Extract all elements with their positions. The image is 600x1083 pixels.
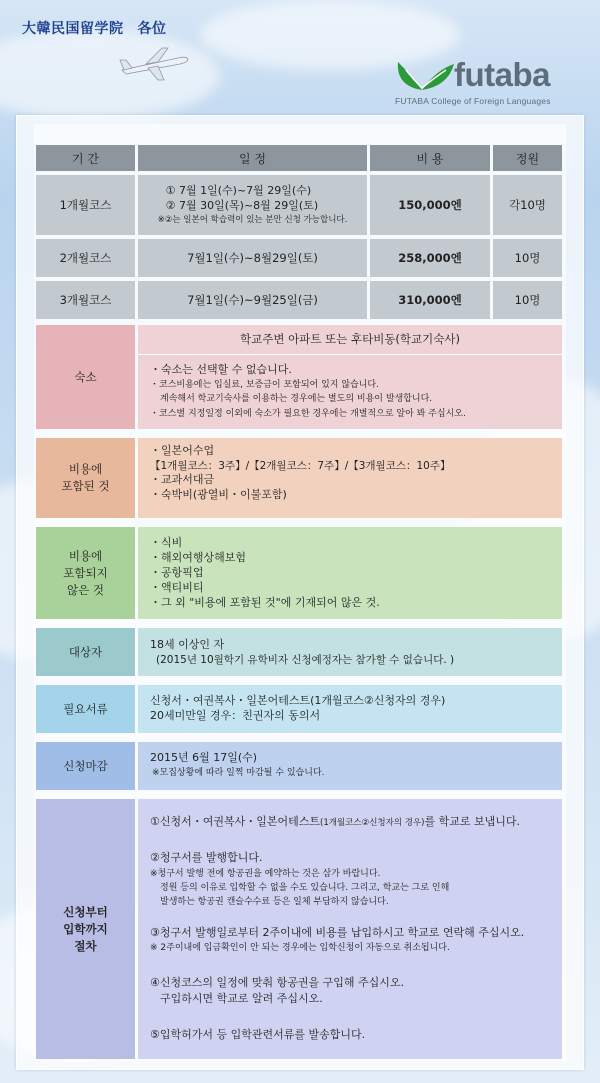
capacity-cell: 각10명 [493,175,562,235]
excluded-line: ・액티비티 [150,581,204,594]
excluded-content [138,527,562,619]
table-row [36,281,562,319]
header-period: 기 간 [36,145,135,171]
price-cell: 310,000엔 [370,281,490,319]
excluded-line: ・공항픽업 [150,566,204,579]
date-line: ① 7월 1일(수)~7월 29일(수) [165,183,312,197]
deadline-section [36,742,562,790]
dorm-section [36,325,562,429]
price-cell: 150,000엔 [370,175,490,235]
process-step: ③청구서 발행일로부터 2주이내에 비용를 납입하시고 학교로 연락해 주십시오. [150,926,525,939]
included-line: ・교과서대금 [150,473,215,486]
label-line: 비용에 [68,548,103,563]
leaf-logo-icon [392,56,462,96]
schedule-table [36,145,562,323]
header-dates: 일 정 [138,145,367,171]
included-line: ・일본어수업 [150,444,215,457]
title-text: 大韓民国留学院 [22,21,124,37]
documents-label: 필요서류 [36,685,135,733]
label-line: 포함된 것 [61,479,110,493]
documents-line: 20세미만일 경우：친권자의 동의서 [150,708,321,722]
label-line: 않은 것 [67,582,104,597]
airplane-icon [118,46,190,82]
target-line: (2015년 10월학기 유학비자 신청예정자는 참가할 수 없습니다. ) [156,653,455,666]
process-step [150,815,550,830]
label-line: 입학까지 [63,921,108,936]
capacity-cell: 10명 [493,281,562,319]
date-note: ※②는 일본어 학습력이 있는 분만 신청 가능합니다. [157,214,348,225]
dorm-heading: 학교주변 아파트 또는 후타비동(학교기숙사) [138,325,562,355]
dates-cell: 7월1일(수)~9월25일(금) [138,281,367,319]
price-cell: 258,000엔 [370,239,490,277]
step-text: 를 학교로 보냅니다. [424,815,520,828]
label-line: 비용에 [68,462,103,476]
documents-section [36,685,562,733]
step-text: ①신청서・여권복사・일본어테스트 [150,815,320,828]
dorm-content [138,325,562,429]
table-header-row [36,145,562,171]
dorm-line: ・코스비용에는 입실료, 보증금이 포함되어 있지 않습니다. [150,379,379,390]
included-section [36,438,562,518]
label-line: 포함되지 [63,565,108,580]
excluded-section [36,527,562,619]
futaba-logo [392,56,582,110]
dorm-line: 계속해서 학교기숙사를 이용하는 경우에는 별도의 비용이 발생합니다. [160,394,433,404]
label-line: 절차 [74,938,97,953]
excluded-line: ・그 외 "비용에 포함된 것"에 기재되어 않은 것. [150,596,380,609]
step-text: (1개월코스②신청자의 경우) [320,818,425,828]
logo-subtitle: FUTABA College of Foreign Languages [395,96,551,106]
process-note: 발생하는 항공권 캔슬수수료 등은 일체 부담하지 않습니다. [160,897,389,907]
included-content [138,438,562,518]
process-note: ※ 2주이내에 입금확인이 안 되는 경우에는 입학신청이 자동으로 취소됩니다. [150,943,450,953]
documents-line: 신청서・여권복사・일본어테스트(1개월코스②신청자의 경우) [150,694,446,707]
process-step: ⑤입학허가서 등 입학관련서류를 발송합니다. [150,1028,366,1041]
process-section [36,799,562,1059]
period-cell: 3개월코스 [36,281,135,319]
target-section [36,628,562,676]
dates-cell [138,175,367,235]
deadline-label: 신청마감 [36,742,135,790]
process-step: 구입하시면 학교로 알려 주십시오. [160,992,323,1005]
process-note: 정원 등의 이유로 입학할 수 없을 수도 있습니다. 그리고, 학교는 그로 인해 [160,883,450,893]
dorm-line: ・코스별 지정일정 이외에 숙소가 필요한 경우에는 개별적으로 알아 봐 주십시오. [150,408,466,419]
page-title [22,18,167,38]
documents-content [138,685,562,733]
dorm-label: 숙소 [36,325,135,429]
process-step: ②청구서를 발행합니다. [150,851,263,864]
capacity-cell: 10명 [493,239,562,277]
process-step: ④신청코스의 일정에 맞춰 항공권을 구입해 주십시오. [150,976,404,989]
included-line: ・숙박비(광열비・이불포함) [150,487,287,501]
period-cell: 1개월코스 [36,175,135,235]
deadline-line: ※모집상황에 따라 일찍 마감될 수 있습니다. [152,767,325,778]
logo-wordmark: futaba [454,56,550,93]
table-row [36,239,562,277]
header-price: 비 용 [370,145,490,171]
dates-cell: 7월1일(수)~8월29일(토) [138,239,367,277]
included-line: 【1개월코스：3주】/【2개월코스：7주】/【3개월코스：10주】 [150,459,451,472]
process-note: ※청구서 발행 전에 항공권을 예약하는 것은 삼가 바랍니다. [150,869,381,879]
table-row [36,175,562,235]
header-capacity: 정원 [493,145,562,171]
target-label: 대상자 [36,628,135,676]
deadline-content [138,742,562,790]
date-line: ② 7월 30일(목)~8월 29일(토) [165,198,319,212]
title-suffix: 各位 [137,21,167,37]
period-cell: 2개월코스 [36,239,135,277]
excluded-label [36,527,135,619]
included-label [36,438,135,518]
label-line: 신청부터 [63,904,108,919]
process-label [36,799,135,1059]
dorm-line: ・숙소는 선택할 수 없습니다. [150,363,292,376]
target-line: 18세 이상인 자 [150,638,225,651]
process-content [138,799,562,1059]
excluded-line: ・식비 [150,536,183,549]
deadline-line: 2015년 6월 17일(수) [150,751,258,764]
target-content [138,628,562,676]
excluded-line: ・해외여행상해보험 [150,551,247,564]
